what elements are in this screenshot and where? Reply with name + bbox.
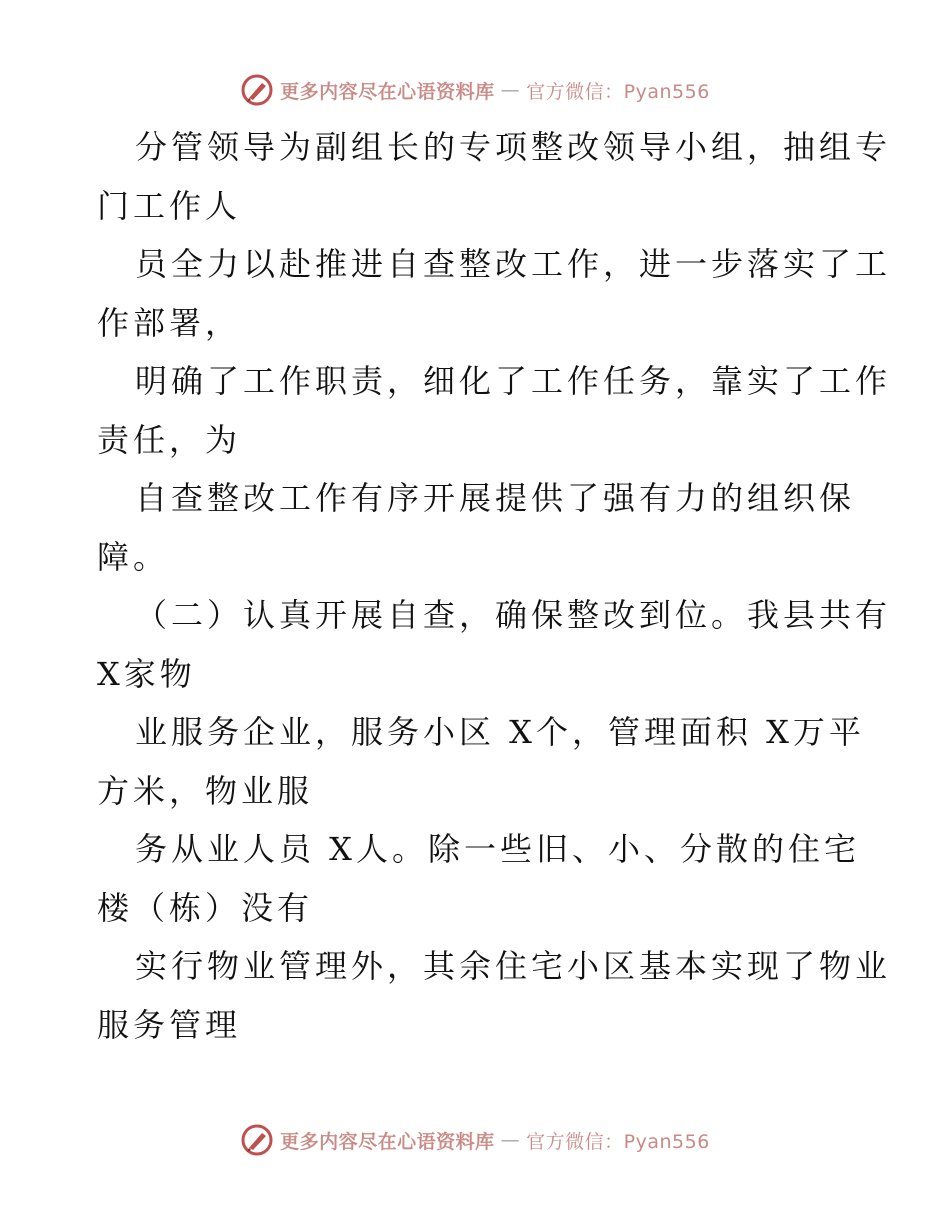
text-line: 务从业人员 X人。除一些旧、小、分散的住宅 xyxy=(135,830,860,868)
text-line: 障。 xyxy=(97,537,170,576)
text-line: 业服务企业，服务小区 X个，管理面积 X万平 xyxy=(135,713,865,751)
text-line: 门工作人 xyxy=(97,186,242,225)
text-line: 作部署， xyxy=(97,303,242,342)
text-line: 实行物业管理外，其余住宅小区基本实现了物业 xyxy=(135,947,892,985)
text-line: 楼（栋）没有 xyxy=(97,888,314,927)
watermark-contact-text: 官方微信：Pyan556 xyxy=(526,1130,710,1153)
text-line: 责任，为 xyxy=(97,420,242,459)
text-line: 分管领导为副组长的专项整改领导小组，抽组专 xyxy=(135,128,892,166)
footer-watermark xyxy=(0,1120,950,1160)
watermark-main-text: 更多内容尽在心语资料库 xyxy=(280,1130,495,1153)
text-line: 明确了工作职责，细化了工作任务，靠实了工作 xyxy=(135,362,892,400)
pen-logo-icon xyxy=(240,73,274,107)
watermark-separator: — xyxy=(500,1129,521,1151)
pen-logo-icon xyxy=(240,1123,274,1157)
document-body xyxy=(97,118,892,1054)
text-line: （二）认真开展自查，确保整改到位。我县共有 xyxy=(135,596,892,634)
text-line: 服务管理 xyxy=(97,1005,242,1044)
text-line: X家物 xyxy=(97,654,196,693)
text-line: 自查整改工作有序开展提供了强有力的组织保 xyxy=(135,479,856,517)
text-line: 方米，物业服 xyxy=(97,771,314,810)
header-watermark xyxy=(0,70,950,110)
watermark-separator: — xyxy=(500,79,521,101)
watermark-contact-text: 官方微信：Pyan556 xyxy=(526,80,710,103)
watermark-main-text: 更多内容尽在心语资料库 xyxy=(280,80,495,103)
text-line: 员全力以赴推进自查整改工作，进一步落实了工 xyxy=(135,245,892,283)
